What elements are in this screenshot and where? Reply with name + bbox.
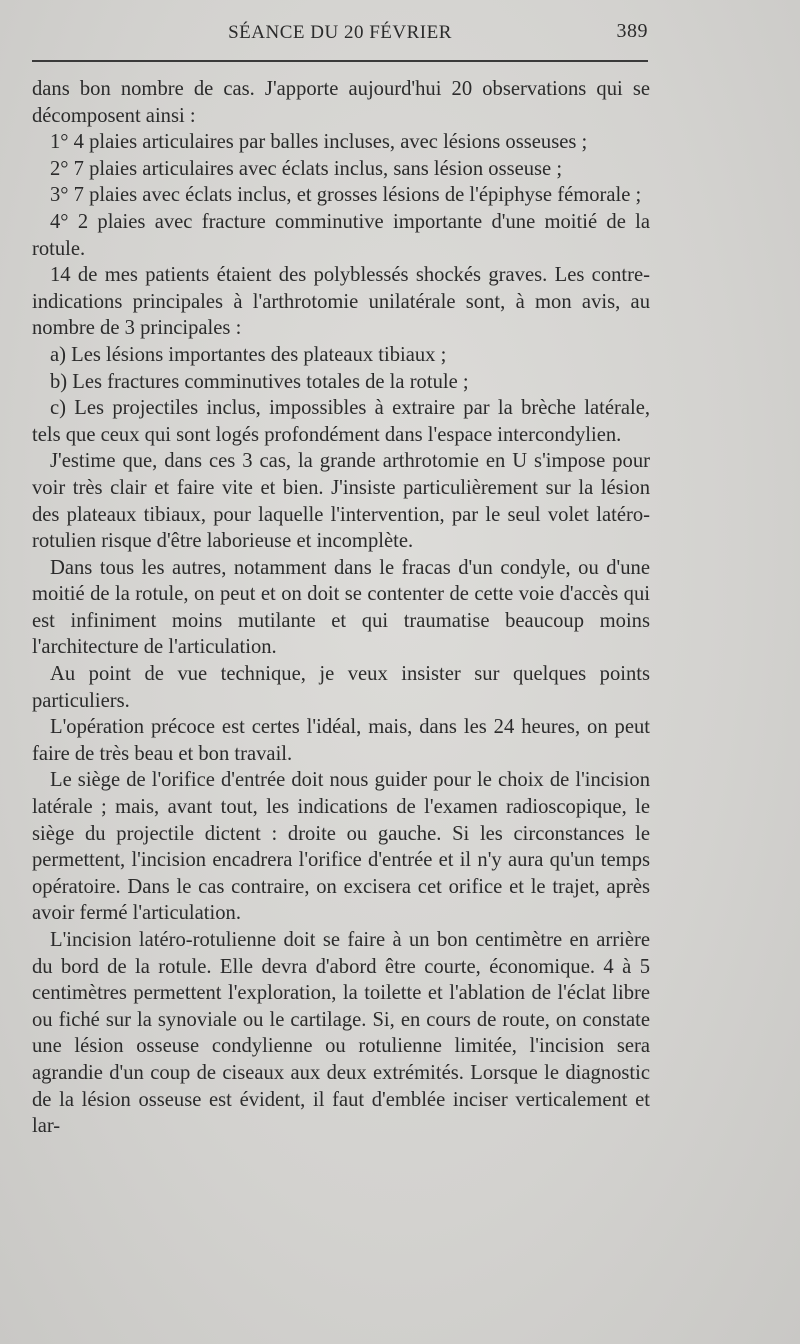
- page-header: [32, 18, 648, 46]
- paragraph-autres-cas: Dans tous les autres, notamment dans le fracas d'un condyle, ou d'une moitié de la rotule, on peut et on doit se contenter de cette voie d'accès qui est infiniment moins mutilante et qui traumatise beaucoup moins l'architecture de l'articulation.: [32, 556, 650, 659]
- paragraph-polyblesses: 14 de mes patients étaient des polyblessés shockés graves. Les contre-indications principales à l'arthrotomie unilatérale sont, à mon avis, au nombre de 3 principales :: [32, 264, 650, 340]
- list-item-b: b) Les fractures comminutives totales de la rotule ;: [50, 370, 469, 393]
- paragraph-continuation: dans bon nombre de cas. J'apporte aujourd'hui 20 observations qui se décomposent ainsi :: [32, 78, 650, 127]
- body-text: [32, 76, 650, 1140]
- paragraph-orifice: Le siège de l'orifice d'entrée doit nous guider pour le choix de l'incision latérale ; mais, avant tout, les indications de l'examen radioscopique, le siège du projectile dictent : droite ou gauche. Si les circonstances le permettent, l'incision encadrera l'orifice d'entrée et il n'y aura qu'un temps opératoire. Dans le cas contraire, on excisera cet orifice et le trajet, après avoir fermé l'articulation.: [32, 769, 650, 925]
- page-number: 389: [616, 20, 648, 42]
- list-item-c: c) Les projectiles inclus, impossibles à extraire par la brèche latérale, tels que ceux qui sont logés profondément dans l'espace intercondylien.: [32, 397, 650, 446]
- header-rule: [32, 60, 648, 62]
- list-item-2: 2° 7 plaies articulaires avec éclats inclus, sans lésion osseuse ;: [50, 157, 563, 180]
- list-item-4: 4° 2 plaies avec fracture comminutive importante d'une moitié de la rotule.: [32, 210, 650, 260]
- running-title: SÉANCE DU 20 FÉVRIER: [228, 22, 452, 43]
- paragraph-arthrotomie: J'estime que, dans ces 3 cas, la grande arthrotomie en U s'impose pour voir très clair et faire vite et bien. J'insiste particulièrement sur la lésion des plateaux tibiaux, pour laquelle l'intervention, par le seul volet latéro-rotulien risque d'être laborieuse et incomplète.: [32, 450, 650, 553]
- paragraph-incision: L'incision latéro-rotulienne doit se faire à un bon centimètre en arrière du bord de la rotule. Elle devra d'abord être courte, économique. 4 à 5 centimètres permettent l'exploration, la toilette et l'ablation de l'éclat libre ou fiché sur la synoviale ou le cartilage. Si, en cours de route, on constate une lésion osseuse condylienne ou rotulienne limitée, l'incision sera agrandie d'un coup de ciseaux aux deux extrémités. Lorsque le diagnostic de la lésion osseuse est évident, il faut d'emblée inciser verticalement et lar-: [32, 929, 650, 1138]
- list-item-a: a) Les lésions importantes des plateaux tibiaux ;: [50, 343, 447, 366]
- list-item-3: 3° 7 plaies avec éclats inclus, et grosses lésions de l'épiphyse fémorale ;: [50, 184, 642, 207]
- paragraph-operation-precoce: L'opération précoce est certes l'idéal, mais, dans les 24 heures, on peut faire de très beau et bon travail.: [32, 716, 650, 765]
- list-item-1: 1° 4 plaies articulaires par balles incluses, avec lésions osseuses ;: [50, 131, 588, 154]
- paragraph-technique: Au point de vue technique, je veux insister sur quelques points particuliers.: [32, 663, 650, 712]
